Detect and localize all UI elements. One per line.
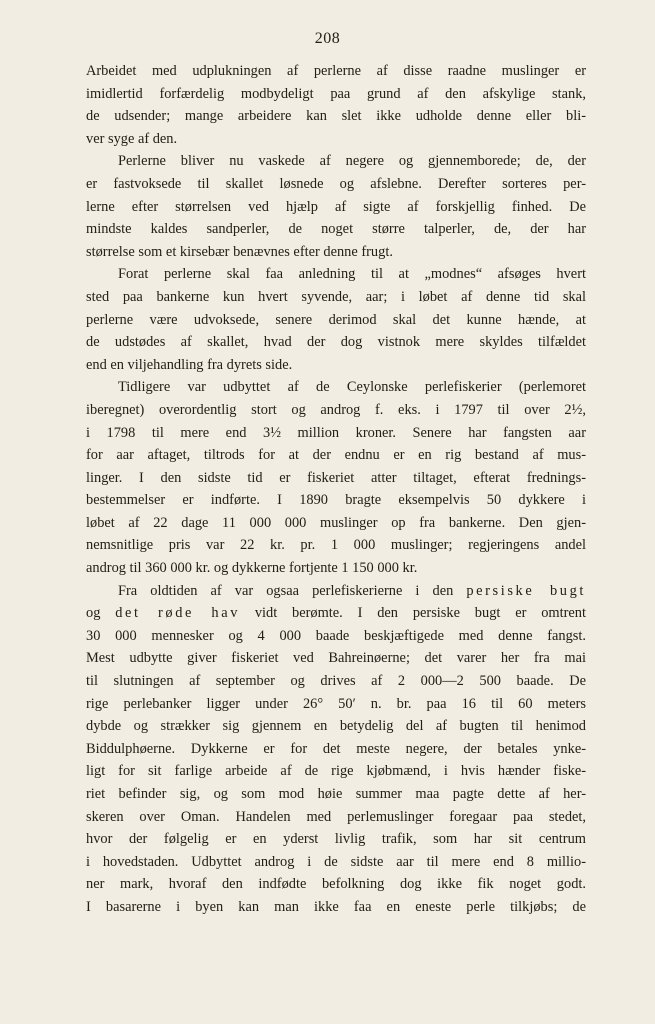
text-line: hvor der følgelig er en yderst livlig trafik, som har sit centrum [86, 831, 586, 848]
text-line: linger. I den sidste tid er fiskeriet atter tiltaget, efterat frednings- [86, 469, 586, 486]
text-line [86, 580, 586, 603]
text-line: de udstødes af skallet, hvad der dog vistnok mere skyldes tilfældet [86, 334, 586, 351]
text-line: riet befinder sig, og som mod høie summer maa pagte dette af her- [86, 786, 586, 802]
text-line [86, 602, 586, 625]
page-number: 208 [314, 30, 341, 47]
text-line: de udsender; mange arbeidere kan slet ikke udholde denne eller bli- [86, 108, 586, 125]
text-line: perlerne være udvoksede, senere derimod skal det kunne hænde, at [86, 311, 586, 328]
text-line: ner mark, hvoraf den indfødte befolkning dog ikke fik noget godt. [86, 876, 586, 893]
text-line: er fastvoksede til skallet løsnede og afslebne. Derefter sorteres per- [86, 175, 586, 192]
text-line: til slutningen af september og drives af 2 000—2 500 baade. De [86, 673, 586, 690]
text-line: bestemmelser er indførte. I 1890 bragte eksempelvis 50 dykkere i [86, 492, 586, 509]
text-line: I basarerne i byen kan man ikke faa en eneste perle tilkjøbs; de [86, 898, 586, 915]
text-line: skeren over Oman. Handelen med perlemuslinger foregaar paa stedet, [86, 808, 586, 825]
text-line: for aar aftaget, tiltrods for at der endnu er en rig bestand af mus- [86, 447, 586, 464]
text-line: Forat perlerne skal faa anledning til at „modnes“ afsøges hvert [118, 266, 586, 283]
text-line: lerne efter størrelsen ved hjælp af sigte af forskjellig finhed. De [86, 198, 586, 215]
text-segment: vidt berømte. I den persiske bugt er omtrent [240, 605, 586, 622]
text-segment: Fra oldtiden af var ogsaa perlefiskerierne i den [118, 582, 467, 599]
text-line: 30 000 mennesker og 4 000 baade beskjæftigede med denne fangst. [86, 627, 586, 644]
text-line: iberegnet) overordentlig stort og androg f. eks. i 1797 til over 2½, [86, 401, 586, 418]
text-line: sted paa bankerne kun hvert syvende, aar; i løbet af denne tid skal [86, 288, 586, 305]
text-line: dybde og strækker sig gjennem en betydelig del af bugten til henimod [86, 718, 586, 735]
spaced-emphasis: det røde hav [115, 605, 240, 622]
text-line: Biddulphøerne. Dykkerne er for det meste negere, der betales ynke- [86, 740, 586, 757]
text-line: Arbeidet med udplukningen af perlerne af disse raadne muslinger er [86, 63, 586, 79]
body-text [86, 60, 586, 919]
text-line: imidlertid forfærdelig modbydeligt paa grund af den afskylige stank, [86, 85, 586, 102]
text-line: i hovedstaden. Udbyttet androg i de sidste aar til mere end 8 millio- [86, 853, 586, 870]
text-line: end en viljehandling fra dyrets side. [86, 356, 293, 373]
text-line: ligt for sit farlige arbeide af de rige kjøbmænd, i hvis hænder fiske- [86, 763, 586, 780]
text-line: Tidligere var udbyttet af de Ceylonske perlefiskerier (perlemoret [118, 379, 586, 396]
text-line: Perlerne bliver nu vaskede af negere og gjennemborede; de, der [118, 153, 586, 170]
text-line: størrelse som et kirsebær benævnes efter denne frugt. [86, 243, 393, 260]
text-line: ver syge af den. [86, 130, 178, 147]
text-line: i 1798 til mere end 3½ million kroner. Senere har fangsten aar [86, 424, 586, 441]
spaced-emphasis: persiske bugt [466, 582, 586, 599]
text-line: androg til 360 000 kr. og dykkerne fortjente 1 150 000 kr. [86, 560, 418, 577]
text-line: mindste kaldes sandperler, de noget større talperler, de, der har [86, 221, 586, 238]
text-segment: og [86, 605, 116, 622]
text-line: løbet af 22 dage 11 000 000 muslinger op fra bankerne. Den gjen- [86, 514, 586, 531]
text-line: nemsnitlige pris var 22 kr. pr. 1 000 muslinger; regjeringens andel [86, 537, 586, 554]
text-line: Mest udbytte giver fiskeriet ved Bahreinøerne; det varer her fra mai [86, 650, 586, 667]
text-line: rige perlebanker ligger under 26° 50′ n. br. paa 16 til 60 meters [86, 695, 586, 712]
